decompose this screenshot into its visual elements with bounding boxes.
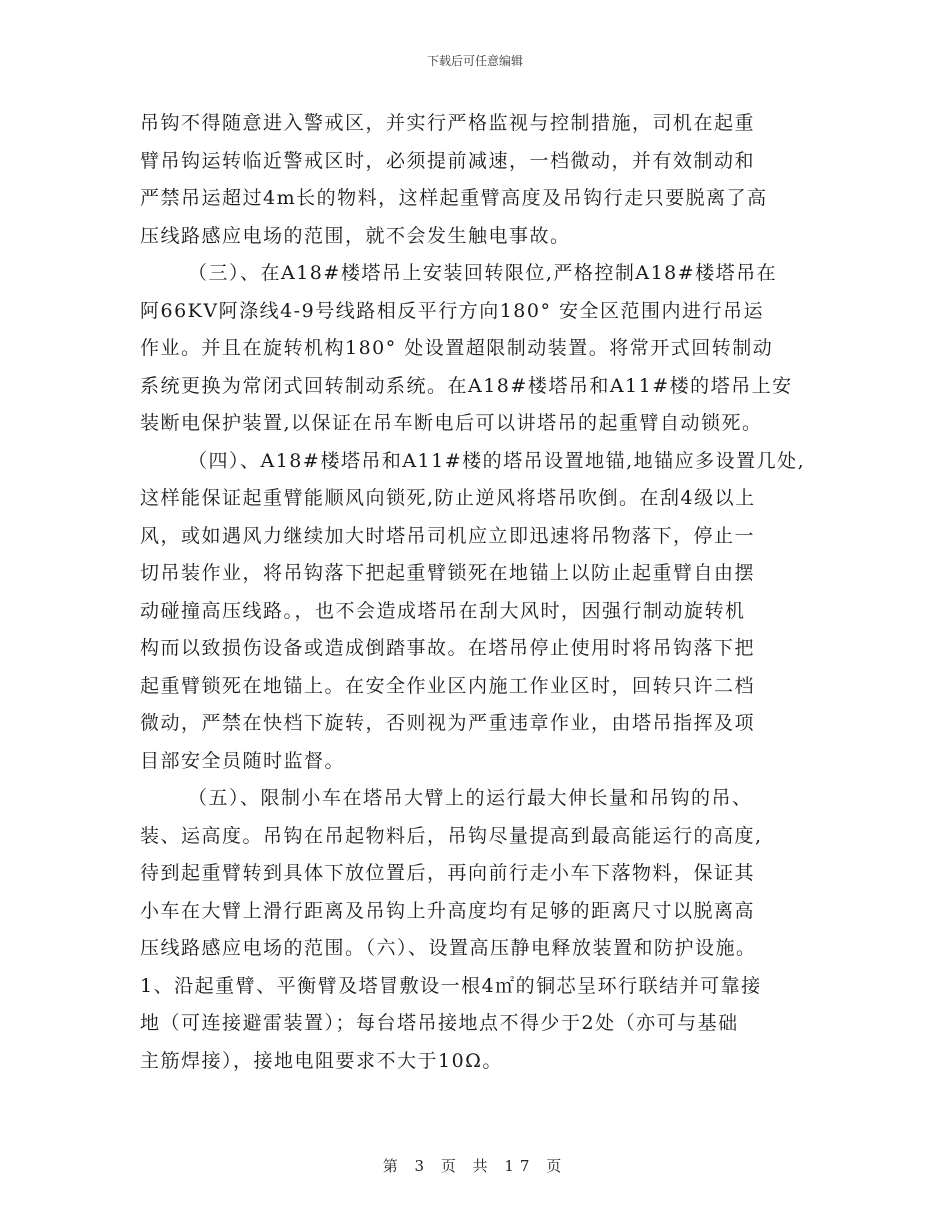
text-line: 目部安全员随时监督。 xyxy=(140,749,346,772)
text-line: 严禁吊运超过4m长的物料，这样起重臂高度及吊钩行走只要脱离了高 xyxy=(140,187,768,209)
text-line: 地（可连接避雷装置）；每台塔吊接地点不得少于2处（亦可与基础 xyxy=(140,1012,739,1034)
body-text xyxy=(140,105,830,1080)
text-line: 装、运高度。吊钩在吊起物料后，吊钩尽量提高到最高能运行的高度, xyxy=(140,824,763,847)
text-line: 构而以致损伤设备或造成倒踏事故。在塔吊停止使用时将吊钩落下把 xyxy=(140,637,756,659)
text-line: 1、沿起重臂、平衡臂及塔冒敷设一根4㎡的铜芯呈环行联结并可靠接 xyxy=(140,974,762,997)
text-line: 微动，严禁在快档下旋转，否则视为严重违章作业，由塔吊指挥及项 xyxy=(140,712,756,734)
text-line: 吊钩不得随意进入警戒区，并实行严格监视与控制措施，司机在起重 xyxy=(140,112,756,134)
text-line: 切吊装作业，将吊钩落下把起重臂锁死在地锚上以防止起重臂自由摆 xyxy=(140,562,756,584)
page-number-footer: 第 3 页 共 17 页 xyxy=(382,1157,568,1175)
text-line: 起重臂锁死在地锚上。在安全作业区内施工作业区时，回转只许二档 xyxy=(140,674,756,697)
text-line: 作业。并且在旋转机构180° 处设置超限制动装置。将常开式回转制动 xyxy=(140,337,774,359)
text-line: 压线路感应电场的范围，就不会发生触电事故。 xyxy=(140,224,571,247)
text-line: 小车在大臂上滑行距离及吊钩上升高度均有足够的距离尺寸以脱离高 xyxy=(140,899,756,922)
text-line: 风，或如遇风力继续加大时塔吊司机应立即迅速将吊物落下，停止一 xyxy=(140,524,756,547)
text-line: 主筋焊接），接地电阻要求不大于10Ω。 xyxy=(140,1049,503,1072)
text-line: 装断电保护装置,以保证在吊车断电后可以讲塔吊的起重臂自动锁死。 xyxy=(140,412,763,434)
text-line: 这样能保证起重臂能顺风向锁死,防止逆风将塔吊吹倒。在刮4级以上 xyxy=(140,487,756,509)
text-line: 阿66KV阿涤线4-9号线路相反平行方向180° 安全区范围内进行吊运 xyxy=(140,299,764,322)
text-line: 待到起重臂转到具体下放位置后，再向前行走小车下落物料，保证其 xyxy=(140,862,756,884)
text-line: 压线路感应电场的范围。（六）、设置高压静电释放装置和防护设施。 xyxy=(140,937,757,959)
paragraph-start-line: （三）、在A18#楼塔吊上安装回转限位,严格控制A18#楼塔吊在 xyxy=(188,262,778,284)
paragraph-start-line: （四）、A18#楼塔吊和A11#楼的塔吊设置地锚,地锚应多设置几处, xyxy=(188,449,806,472)
text-line: 系统更换为常闭式回转制动系统。在A18#楼塔吊和A11#楼的塔吊上安 xyxy=(140,374,793,397)
text-line: 动碰撞高压线路。，也不会造成塔吊在刮大风时，因强行制动旋转机 xyxy=(140,599,746,622)
text-line: 臂吊钩运转临近警戒区时，必须提前减速，一档微动，并有效制动和 xyxy=(140,149,756,172)
header-note: 下载后可任意编辑 xyxy=(426,54,523,68)
paragraph-start-line: （五）、限制小车在塔吊大臂上的运行最大伸长量和吊钩的吊、 xyxy=(188,787,753,809)
